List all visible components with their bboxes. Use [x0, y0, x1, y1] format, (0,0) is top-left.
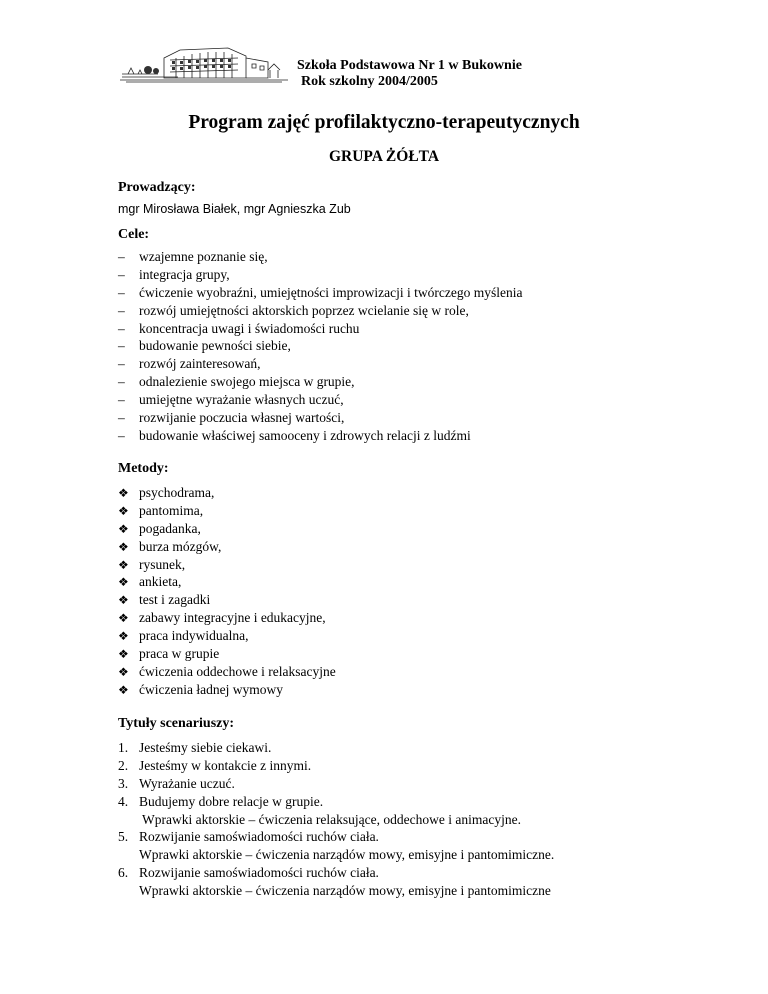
list-item: ❖ zabawy integracyjne i edukacyjne,	[118, 609, 336, 627]
school-header	[297, 58, 522, 90]
school-year: Rok szkolny 2004/2005	[301, 74, 438, 89]
list-item: – budowanie właściwej samooceny i zdrowych relacji z ludźmi	[118, 427, 471, 443]
list-item: 5. Rozwijanie samoświadomości ruchów ciała.	[118, 829, 379, 845]
group-name: GRUPA ŻÓŁTA	[328, 148, 440, 165]
goals-list	[118, 248, 522, 445]
list-item: Wprawki aktorskie – ćwiczenia narządów mowy, emisyjne i pantomimiczne.	[139, 847, 555, 863]
leaders-heading: Prowadzący:	[118, 180, 196, 195]
list-item: 3. Wyrażanie uczuć.	[118, 775, 235, 791]
list-item: – umiejętne wyrażanie własnych uczuć,	[118, 392, 344, 408]
diamond-bullet-icon: ❖	[118, 503, 129, 518]
list-item: ❖ test i zagadki	[118, 591, 336, 609]
list-item: – integracja grupy,	[118, 266, 230, 282]
list-item: ❖ praca w grupie	[118, 645, 336, 663]
list-item: ❖ burza mózgów,	[118, 538, 336, 556]
list-item: ❖ ćwiczenia ładnej wymowy	[118, 681, 336, 699]
diamond-bullet-icon: ❖	[118, 629, 129, 644]
diamond-bullet-icon: ❖	[118, 521, 129, 536]
school-name: Szkoła Podstawowa Nr 1 w Bukownie	[297, 58, 522, 73]
diamond-bullet-icon: ❖	[118, 593, 129, 608]
list-item: 2. Jesteśmy w kontakcie z innymi.	[118, 757, 312, 773]
methods-list	[118, 484, 336, 699]
list-item: ❖ psychodrama,	[118, 484, 336, 502]
school-building-drawing-icon	[118, 44, 290, 84]
scenarios-heading: Tytuły scenariuszy:	[118, 716, 235, 731]
diamond-bullet-icon: ❖	[118, 611, 129, 626]
list-item: ❖ praca indywidualna,	[118, 627, 336, 645]
list-item: ❖ ćwiczenia oddechowe i relaksacyjne	[118, 663, 336, 681]
document-title: Program zajęć profilaktyczno-terapeutycznych	[188, 112, 580, 133]
list-item: ❖ rysunek,	[118, 556, 336, 574]
list-item: – ćwiczenie wyobraźni, umiejętności improwizacji i twórczego myślenia	[118, 284, 523, 300]
list-item: Wprawki aktorskie – ćwiczenia relaksujące, oddechowe i animacyjne.	[142, 811, 521, 827]
dash-bullet: –	[118, 356, 125, 372]
dash-bullet: –	[118, 374, 125, 390]
dash-bullet: –	[118, 249, 125, 264]
list-item: – koncentracja uwagi i świadomości ruchu	[118, 320, 360, 336]
list-item: 4. Budujemy dobre relacje w grupie.	[118, 793, 324, 809]
diamond-bullet-icon: ❖	[118, 539, 129, 554]
dash-bullet: –	[118, 338, 125, 354]
list-item: – budowanie pewności siebie,	[118, 338, 291, 354]
scenarios-list	[118, 739, 554, 900]
diamond-bullet-icon: ❖	[118, 575, 129, 590]
list-item: – rozwój zainteresowań,	[118, 356, 261, 372]
dash-bullet: –	[118, 302, 125, 318]
list-item: 1. Jesteśmy siebie ciekawi.	[118, 740, 272, 755]
diamond-bullet-icon: ❖	[118, 557, 129, 572]
list-item: 6. Rozwijanie samoświadomości ruchów ciała.	[118, 865, 379, 881]
diamond-bullet-icon: ❖	[118, 664, 129, 679]
diamond-bullet-icon: ❖	[118, 682, 129, 697]
list-item: Wprawki aktorskie – ćwiczenia narządów mowy, emisyjne i pantomimiczne	[139, 883, 551, 899]
list-item: – odnalezienie swojego miejsca w grupie,	[118, 374, 355, 390]
list-item: ❖ pogadanka,	[118, 520, 336, 538]
dash-bullet: –	[118, 392, 125, 408]
diamond-bullet-icon: ❖	[118, 647, 129, 662]
leaders-names: mgr Mirosława Białek, mgr Agnieszka Zub	[118, 202, 351, 216]
goals-heading: Cele:	[118, 227, 150, 242]
methods-heading: Metody:	[118, 461, 169, 476]
dash-bullet: –	[118, 266, 125, 282]
list-item: – rozwijanie poczucia własnej wartości,	[118, 410, 345, 426]
dash-bullet: –	[118, 410, 125, 426]
dash-bullet: –	[118, 320, 125, 336]
list-item: ❖ pantomima,	[118, 502, 336, 520]
diamond-bullet-icon: ❖	[118, 486, 129, 500]
dash-bullet: –	[118, 427, 125, 443]
list-item: ❖ ankieta,	[118, 573, 336, 591]
list-item: – wzajemne poznanie się,	[118, 249, 268, 264]
dash-bullet: –	[118, 284, 125, 300]
list-item: – rozwój umiejętności aktorskich poprzez wcielanie się w role,	[118, 302, 469, 318]
